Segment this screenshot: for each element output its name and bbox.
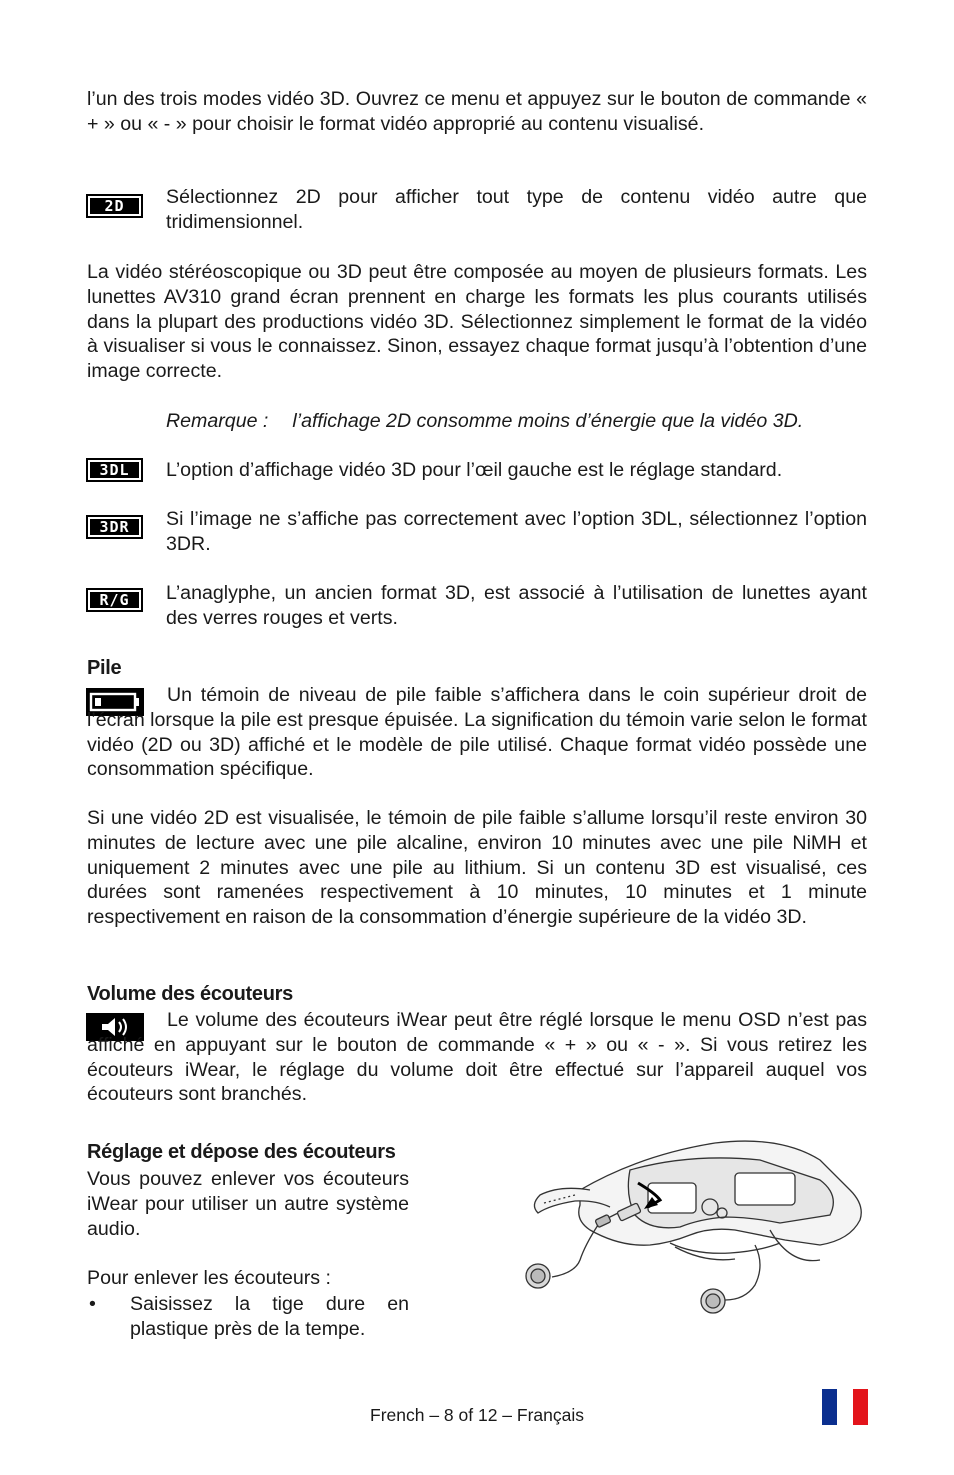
mode-rg-text: L’anaglyphe, un ancien format 3D, est associé à l’utilisation de lunettes ayant des verres rouges et verts.: [166, 582, 867, 629]
flag-stripe-blue: [822, 1389, 837, 1425]
list-item: • Saisissez la tige dure en plastique près de la tempe.: [89, 1293, 409, 1340]
volume-heading: Volume des écouteurs: [87, 983, 293, 1005]
video-glasses-earphones-illustration: [520, 1135, 870, 1320]
flag-stripe-white: [837, 1389, 852, 1425]
flag-stripe-red: [853, 1389, 868, 1425]
bullet-icon: •: [89, 1293, 96, 1315]
battery-heading: Pile: [87, 657, 122, 679]
mode-3dr-text: Si l’image ne s’affiche pas correctement avec l’option 3DL, sélectionnez l’option 3DR.: [166, 508, 867, 555]
battery-paragraph-1: Un témoin de niveau de pile faible s’affichera dans le coin supérieur droit de l’écran lorsque la pile est presque épuisée. La signification du témoin varie selon le format vidéo (2D ou 3D) affiché et le modèle de pile utilisé. Chaque format vidéo possède une consommation spécifique.: [87, 684, 867, 781]
page-footer: French – 8 of 12 – Français: [370, 1405, 584, 1425]
battery-paragraph-2: Si une vidéo 2D est visualisée, le témoin de pile faible s’allume lorsqu’il reste environ 30 minutes de lecture avec une pile alcaline, environ 10 minutes avec une pile NiMH et uniquement 2 minutes avec une pile au lithium. Si un contenu 3D est visualisé, ces durées sont ramenées respectivement à 10 minutes, 10 minutes et 1 minute respectivement en raison de la consommation d’énergie supérieure de la vidéo 3D.: [87, 807, 867, 929]
stereo-paragraph: La vidéo stéréoscopique ou 3D peut être composée au moyen de plusieurs formats. Les lunettes AV310 grand écran prennent en charge les formats les plus courants utilisés dans la plupart des productions vidéo 3D. Sélectionnez simplement le format de la vidéo à visualiser si vous le connaissez. Sinon, essayez chaque format jusqu’à l’obtention d’une image correcte.: [87, 261, 867, 383]
note: [166, 409, 867, 434]
list-intro: Pour enlever les écouteurs :: [87, 1267, 331, 1289]
intro-paragraph: l’un des trois modes vidéo 3D. Ouvrez ce menu et appuyez sur le bouton de commande « + » ou « - » pour choisir le format vidéo approprié au contenu visualisé.: [87, 88, 867, 135]
mode-2d-text: Sélectionnez 2D pour afficher tout type de contenu vidéo autre que tridimensionnel.: [166, 186, 867, 233]
mode-3dl-icon: 3DL: [86, 458, 143, 482]
mode-2d-icon: 2D: [86, 194, 143, 218]
french-flag-icon: [822, 1389, 868, 1425]
earphones-heading: Réglage et dépose des écouteurs: [87, 1141, 396, 1163]
note-text: l’affichage 2D consomme moins d’énergie que la vidéo 3D.: [292, 410, 804, 432]
mode-3dl-text: L’option d’affichage vidéo 3D pour l’œil gauche est le réglage standard.: [166, 459, 783, 481]
volume-paragraph: Le volume des écouteurs iWear peut être réglé lorsque le menu OSD n’est pas affiché en appuyant sur le bouton de commande « + » ou « - ». Si vous retirez les écouteurs iWear, le réglage du volume doit être effectué sur l’appareil auquel vos écouteurs sont branchés.: [87, 1009, 867, 1106]
mode-3dr-icon: 3DR: [86, 515, 143, 539]
mode-rg-icon: R/G: [86, 588, 143, 612]
note-label: Remarque :: [166, 410, 269, 432]
earphones-paragraph: Vous pouvez enlever vos écouteurs iWear pour utiliser un autre système audio.: [87, 1168, 409, 1240]
